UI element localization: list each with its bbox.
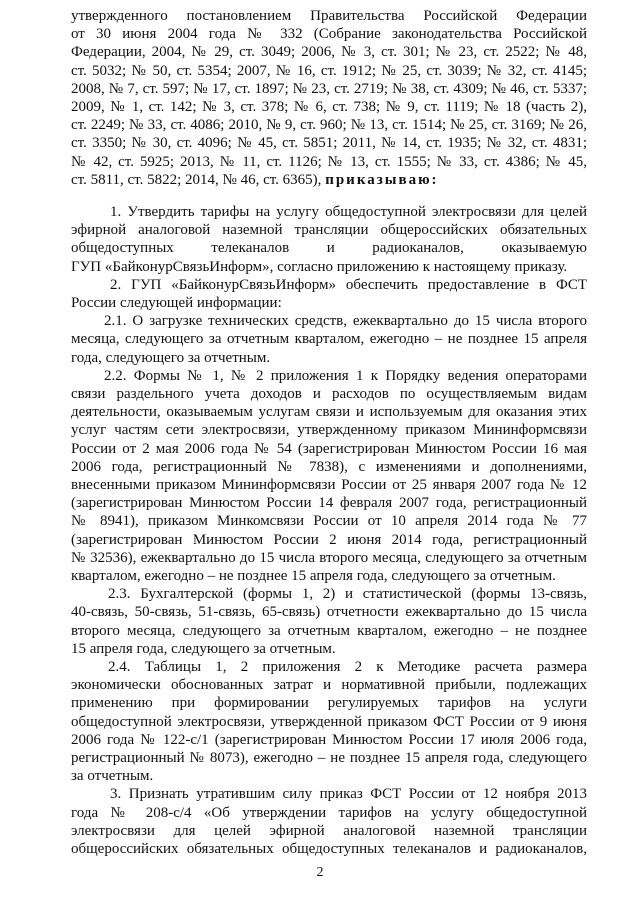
paragraph-2-4-start: 2.4. Таблицы 1, 2 приложения 2 к Методике расчета размера [108, 659, 587, 675]
paragraph-2-start: 2. ГУП «БайконурСвязьИнформ» обеспечить предоставление в ФСТ [110, 277, 587, 293]
text-line: года № 208-с/4 «Об утверждении тарифов на услугу общедоступной [71, 805, 587, 821]
text-line: за отчетным. [71, 768, 154, 784]
paragraph-2-3-start: 2.3. Бухгалтерской (формы 1, 2) и статистической (формы 13-связь, [108, 586, 587, 602]
text-line: 2008, № 7, ст. 597; № 17, ст. 1897; № 23, ст. 2719; № 38, ст. 4309; № 46, ст. 5337; [71, 81, 587, 97]
text-line: России следующей информации: [71, 295, 282, 311]
text-line: ст. 3350; № 30, ст. 4096; № 45, ст. 5851; 2011, № 14, ст. 1935; № 32, ст. 4831; [71, 135, 587, 151]
paragraph-2-2-start: 2.2. Формы № 1, № 2 приложения 1 к Порядку ведения операторами [104, 368, 587, 384]
text-line: ст. 2249; № 33, ст. 4086; 2010, № 9, ст. 960; № 13, ст. 1514; № 25, ст. 3169; № 26, [71, 117, 587, 133]
paragraph-2-1-start: 2.1. О загрузке технических средств, ежеквартально до 15 числа второго [104, 313, 587, 329]
text-line: внесенными приказом Мининформсвязи России от 25 января 2007 года № 12 [71, 477, 587, 493]
text-line: (зарегистрирован Минюстом России 2 июня 2014 года, регистрационный [71, 532, 587, 548]
text-line-order [71, 172, 587, 189]
text-line: общероссийских обязательных общедоступных телеканалов и радиоканалов, [71, 841, 587, 857]
text-line: от 30 июня 2004 года № 332 (Собрание законодательства Российской [71, 26, 587, 42]
text-line: регистрационный № 8073), ежегодно – не позднее 15 апреля года, следующего [71, 750, 587, 766]
text-line: № 32536), ежеквартально до 15 числа второго месяца, следующего за отчетным [71, 550, 587, 566]
paragraph-1-start: 1. Утвердить тарифы на услугу общедоступной электросвязи для целей [110, 204, 587, 220]
text-line: утвержденного постановлением Правительства Российской Федерации [71, 8, 587, 24]
text-line: общедоступной электросвязи, утвержденной приказом ФСТ России от 9 июня [71, 714, 587, 730]
text-line: 2006 года, регистрационный № 7838), с изменениями и дополнениями, [71, 459, 587, 475]
text-line: связи раздельного учета доходов и расходов по осуществляемым видам [71, 386, 587, 402]
page-number: 2 [316, 865, 324, 880]
text-line: России от 2 мая 2006 года № 54 (зарегистрирован Минюстом России 16 мая [71, 441, 587, 457]
text-line: ст. 5032; № 50, ст. 5354; 2007, № 16, ст. 1912; № 25, ст. 3039; № 32, ст. 4145; [71, 63, 587, 79]
text-line: применению при формировании регулируемых тарифов на услуги [71, 695, 587, 711]
text-line: экономически обоснованных затрат и нормативной прибыли, подлежащих [71, 677, 587, 693]
text-line: (зарегистрирован Минюстом России 14 февраля 2007 года, регистрационный [71, 495, 587, 511]
text-line: эфирной аналоговой наземной трансляции общероссийских обязательных [71, 222, 587, 238]
order-word: приказываю: [325, 172, 439, 188]
text-line: 2006 года № 122-с/1 (зарегистрирован Минюстом России 17 июля 2006 года, [71, 732, 587, 748]
text-line: 15 апреля года, следующего за отчетным. [71, 641, 336, 657]
text-line: кварталом, ежегодно – не позднее 15 апреля года, следующего за отчетным. [71, 568, 556, 584]
text-line: № 8941), приказом Минкомсвязи России от 10 апреля 2014 года № 77 [71, 513, 587, 529]
text-line: второго месяца, следующего за отчетным кварталом, ежегодно – не позднее [71, 623, 587, 639]
text-line: месяца, следующего за отчетным кварталом, ежегодно – не позднее 15 апреля [71, 331, 587, 347]
text-line: деятельности, оказываемым услугам связи и используемым для оказания этих [71, 404, 587, 420]
text-line: ГУП «БайконурСвязьИнформ», согласно приложению к настоящему приказу. [71, 259, 568, 275]
text-line: услуг частям сети электросвязи, утвержденному приказом Мининформсвязи [71, 422, 587, 438]
text-line: общедоступных телеканалов и радиоканалов, оказываемую [71, 240, 587, 256]
citation-tail: ст. 5811, ст. 5822; 2014, № 46, ст. 6365), [71, 172, 322, 188]
text-line: электросвязи для целей эфирной аналоговой наземной трансляции [71, 823, 587, 839]
text-line: года, следующего за отчетным. [71, 350, 271, 366]
text-line: 2009, № 1, ст. 142; № 3, ст. 378; № 6, ст. 738; № 9, ст. 1119; № 18 (часть 2), [71, 99, 587, 115]
text-line: № 42, ст. 5925; 2013, № 11, ст. 1126; № 13, ст. 1555; № 33, ст. 4386; № 45, [71, 154, 587, 170]
paragraph-3-start: 3. Признать утратившим силу приказ ФСТ России от 12 ноября 2013 [110, 786, 587, 802]
text-line: 40-связь, 50-связь, 51-связь, 65-связь) отчетности ежеквартально до 15 числа [71, 604, 587, 620]
text-line: Федерации, 2004, № 29, ст. 3049; 2006, № 3, ст. 301; № 23, ст. 2522; № 48, [71, 44, 587, 60]
